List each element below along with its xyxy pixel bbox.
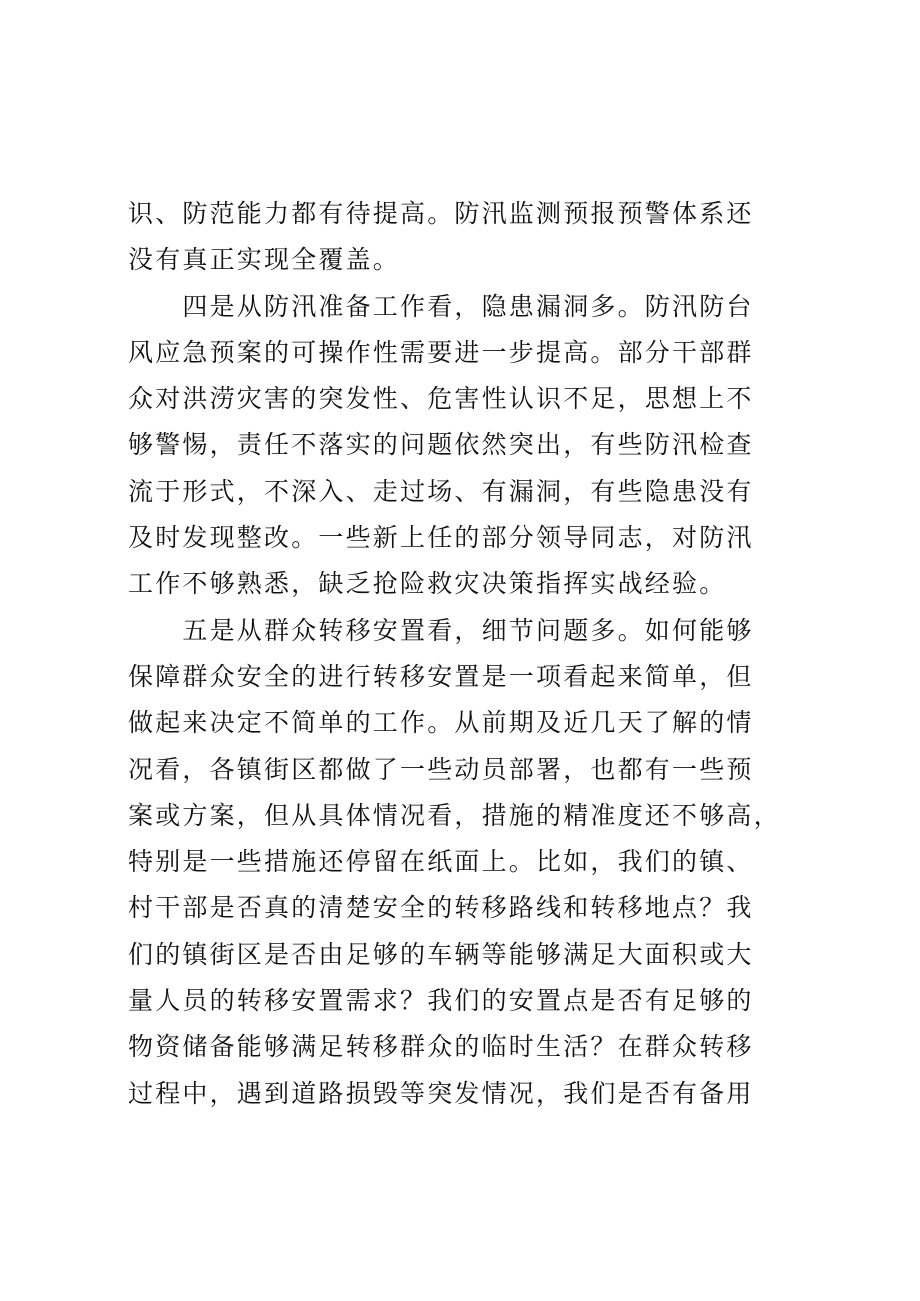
- paragraph-start-line: 五是从群众转移安置看，细节问题多。如何能够: [128, 615, 754, 645]
- text-line: 识、防范能力都有待提高。防汛监测预报预警体系还: [128, 199, 754, 228]
- text-line: 物资储备能够满足转移群众的临时生活？在群众转移: [128, 1032, 754, 1062]
- text-line: 量人员的转移安置需求？我们的安置点是否有足够的: [128, 986, 754, 1016]
- text-line: 特别是一些措施还停留在纸面上。比如，我们的镇、: [128, 847, 754, 877]
- text-line: 们的镇街区是否由足够的车辆等能够满足大面积或大: [128, 939, 754, 969]
- text-line: 及时发现整改。一些新上任的部分领导同志，对防汛: [128, 523, 754, 553]
- text-line: 风应急预案的可操作性需要进一步提高。部分干部群: [128, 337, 754, 367]
- text-line: 众对洪涝灾害的突发性、危害性认识不足，思想上不: [128, 384, 754, 414]
- paragraph-start-line: 四是从防汛准备工作看，隐患漏洞多。防汛防台: [128, 291, 754, 321]
- text-line: 做起来决定不简单的工作。从前期及近几天了解的情: [128, 708, 754, 738]
- text-line: 保障群众安全的进行转移安置是一项看起来简单，但: [128, 661, 754, 691]
- text-line: 工作不够熟悉，缺乏抢险救灾决策指挥实战经验。: [128, 569, 727, 599]
- text-line: 够警惕，责任不落实的问题依然突出，有些防汛检查: [128, 430, 754, 460]
- body-text: [128, 191, 781, 1117]
- text-line: 过程中，遇到道路损毁等突发情况，我们是否有备用: [128, 1078, 754, 1108]
- text-line: 村干部是否真的清楚安全的转移路线和转移地点？我: [128, 893, 754, 923]
- text-line: 况看，各镇街区都做了一些动员部署，也都有一些预: [128, 754, 754, 784]
- text-line: 流于形式，不深入、走过场、有漏洞，有些隐患没有: [128, 476, 754, 506]
- text-line: 案或方案，但从具体情况看，措施的精准度还不够高，: [128, 800, 781, 830]
- text-line: 没有真正实现全覆盖。: [128, 245, 401, 275]
